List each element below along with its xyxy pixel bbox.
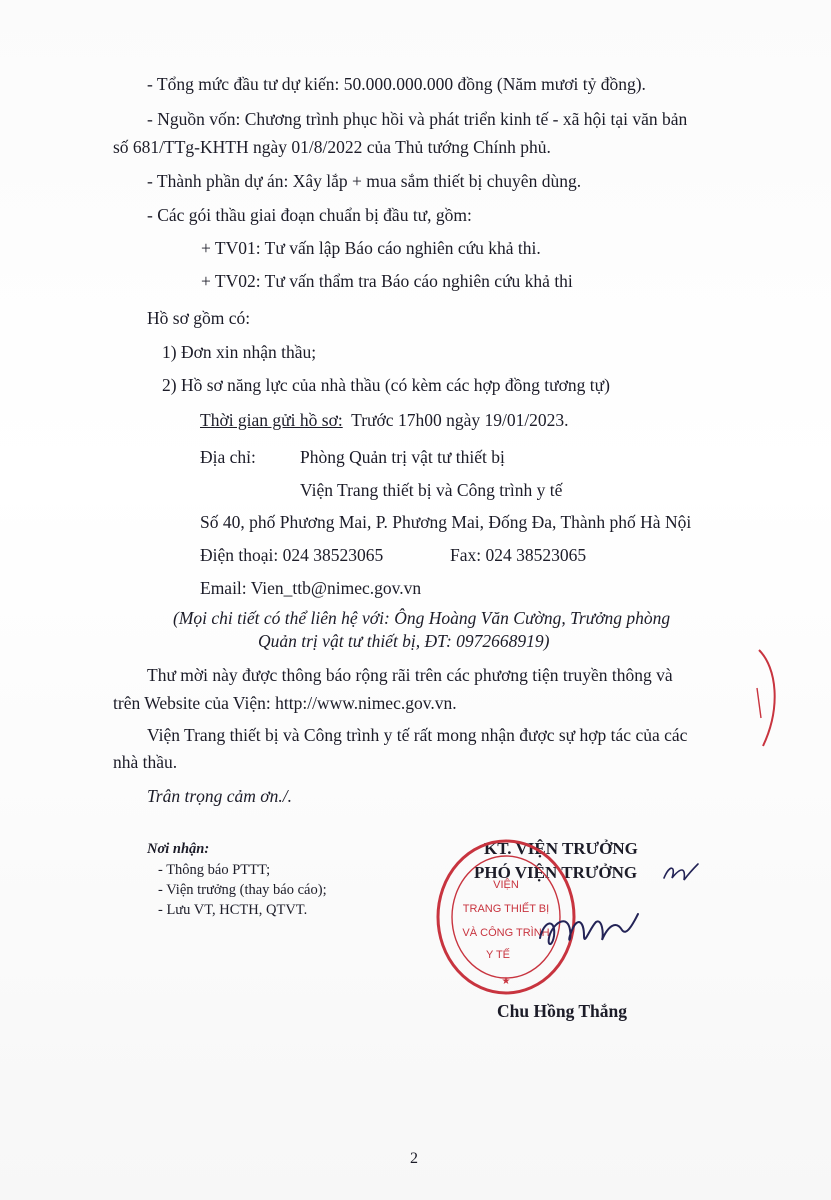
documents-heading: Hồ sơ gồm có: xyxy=(147,308,251,328)
seal-text-line: TRANG THIẾT BỊ xyxy=(462,903,550,915)
package-tv01: + TV01: Tư vấn lập Báo cáo nghiên cứu khả thi. xyxy=(201,238,541,258)
recipient-item: - Viện trưởng (thay báo cáo); xyxy=(158,882,327,898)
contact-note-line-2: Quản trị vật tư thiết bị, ĐT: 0972668919) xyxy=(258,631,550,651)
phone-number: Điện thoại: 024 38523065 xyxy=(200,545,384,565)
address-label: Địa chỉ: xyxy=(200,447,256,467)
address-line-3: Số 40, phố Phương Mai, P. Phương Mai, Đống Đa, Thành phố Hà Nội xyxy=(200,512,692,532)
bid-packages-line: - Các gói thầu giai đoạn chuẩn bị đầu tư, gồm: xyxy=(147,205,472,225)
deadline-label: Thời gian gửi hồ sơ: xyxy=(200,410,343,430)
project-components-line: - Thành phần dự án: Xây lắp + mua sắm thiết bị chuyên dùng. xyxy=(147,171,582,191)
cooperation-paragraph-line-1: Viện Trang thiết bị và Công trình y tế rất mong nhận được sự hợp tác của các xyxy=(147,725,688,745)
handwritten-signature xyxy=(532,900,642,960)
publicity-paragraph-line-1: Thư mời này được thông báo rộng rãi trên các phương tiện truyền thông và xyxy=(147,665,673,685)
seal-text-line: VIỆN xyxy=(493,879,519,891)
fax-number: Fax: 024 38523065 xyxy=(450,545,587,565)
initials-mark xyxy=(660,858,700,888)
margin-seal-fragment xyxy=(755,648,785,748)
funding-source-cont: số 681/TTg-KHTH ngày 01/8/2022 của Thủ tướng Chính phủ. xyxy=(113,137,551,157)
seal-text-line: Y TẾ xyxy=(485,949,511,961)
recipient-item: - Thông báo PTTT; xyxy=(158,862,271,878)
contact-note-line-1: (Mọi chi tiết có thể liên hệ với: Ông Hoàng Văn Cường, Trưởng phòng xyxy=(173,608,671,628)
page-number: 2 xyxy=(410,1150,418,1167)
thanks-line: Trân trọng cảm ơn./. xyxy=(147,786,292,806)
package-tv02: + TV02: Tư vấn thẩm tra Báo cáo nghiên cứu khả thi xyxy=(201,271,573,291)
signer-title-2: PHÓ VIỆN TRƯỞNG xyxy=(474,863,638,882)
signer-name: Chu Hồng Thắng xyxy=(497,1001,628,1021)
signer-title-1: KT. VIỆN TRƯỞNG xyxy=(484,839,638,858)
funding-source-line: - Nguồn vốn: Chương trình phục hồi và phát triển kinh tế - xã hội tại văn bản xyxy=(147,109,688,129)
email-address: Email: Vien_ttb@nimec.gov.vn xyxy=(200,578,422,598)
recipient-item: - Lưu VT, HCTH, QTVT. xyxy=(158,902,308,918)
deadline-value: Trước 17h00 ngày 19/01/2023. xyxy=(351,410,569,430)
publicity-paragraph-line-2: trên Website của Viện: http://www.nimec.gov.vn. xyxy=(113,693,457,713)
total-investment-line: - Tổng mức đầu tư dự kiến: 50.000.000.000 đồng (Năm mươi tỷ đồng). xyxy=(147,74,646,94)
cooperation-paragraph-line-2: nhà thầu. xyxy=(113,752,178,772)
seal-star-icon: ★ xyxy=(501,976,511,987)
address-line-1: Phòng Quản trị vật tư thiết bị xyxy=(300,447,505,467)
deadline-row xyxy=(200,409,569,431)
recipients-label: Nơi nhận: xyxy=(147,841,210,857)
document-item-1: 1) Đơn xin nhận thầu; xyxy=(162,342,317,362)
address-line-2: Viện Trang thiết bị và Công trình y tế xyxy=(300,480,563,500)
seal-text-line: VÀ CÔNG TRÌNH xyxy=(462,927,550,939)
document-item-2: 2) Hồ sơ năng lực của nhà thầu (có kèm các hợp đồng tương tự) xyxy=(162,375,610,395)
